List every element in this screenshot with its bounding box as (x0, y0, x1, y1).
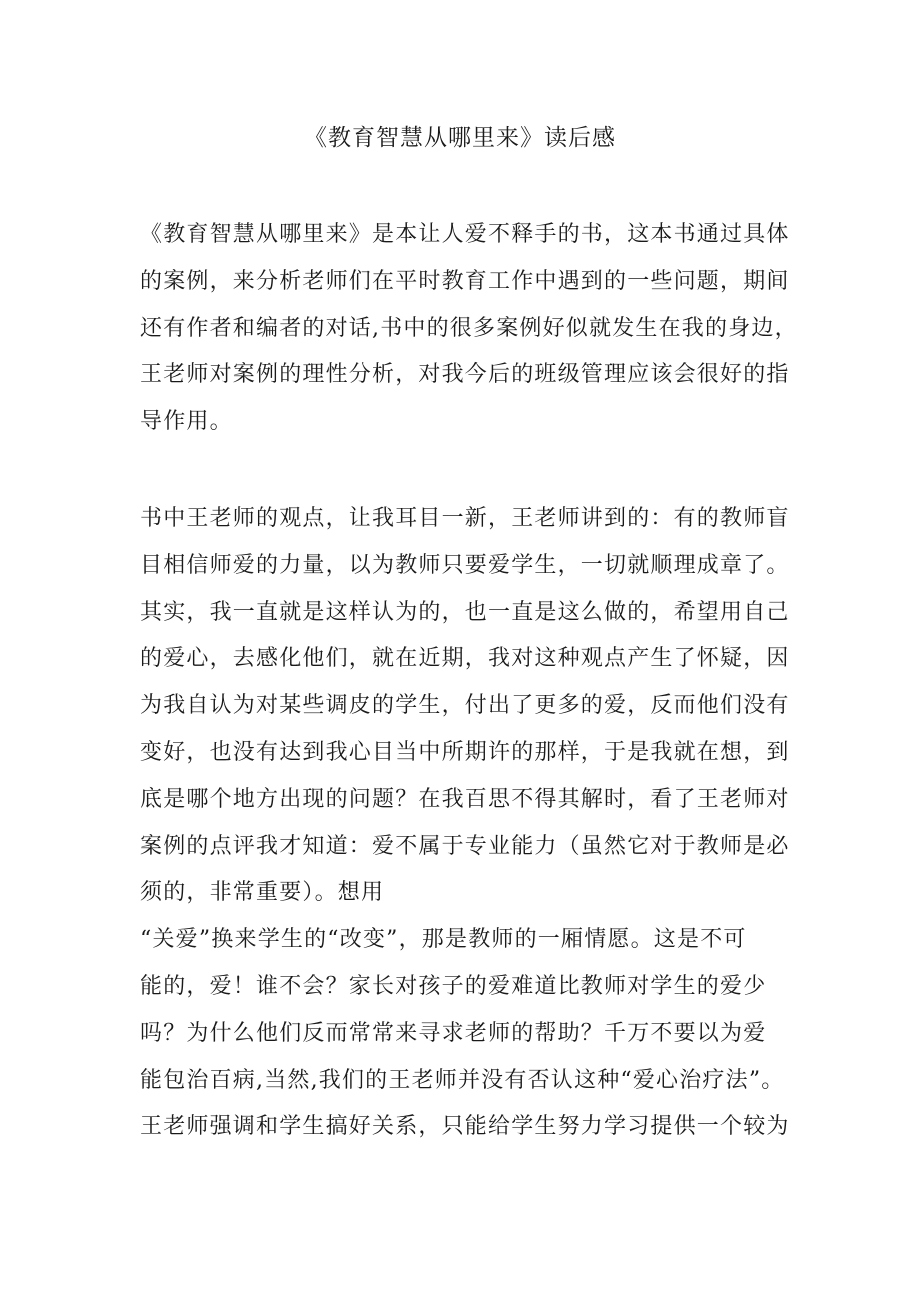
paragraph-line: 变好，也没有达到我心目当中所期许的那样，于是我就在想，到 (140, 739, 790, 765)
paragraph-line: 案例的点评我才知道：爱不属于专业能力（虽然它对于教师是必 (140, 833, 790, 859)
paragraph-line: 能的，爱！谁不会？家长对孩子的爱难道比教师对学生的爱少 (140, 973, 767, 999)
paragraph-2 (140, 496, 800, 1151)
paragraph-line: 须的，非常重要）。想用 (140, 880, 385, 906)
paragraph-1 (140, 212, 800, 446)
document-title: 《教育智慧从哪里来》读后感 (304, 125, 616, 151)
paragraph-line: 王老师强调和学生搞好关系，只能给学生努力学习提供一个较为 (140, 1114, 790, 1140)
paragraph-line: 的案例，来分析老师们在平时教育工作中遇到的一些问题，期间 (140, 268, 790, 294)
paragraph-line: 导作用。 (140, 409, 233, 435)
paragraph-line: 其实，我一直就是这样认为的，也一直是这么做的，希望用自己 (140, 599, 790, 625)
paragraph-line: “关爱”换来学生的“改变”，那是教师的一厢情愿。这是不可 (140, 927, 747, 953)
paragraph-line: 能包治百病,当然,我们的王老师并没有否认这种“爱心治疗法”。 (140, 1067, 785, 1093)
paragraph-line: 目相信师爱的力量，以为教师只要爱学生，一切就顺理成章了。 (140, 552, 790, 578)
paragraph-line: 书中王老师的观点，让我耳目一新，王老师讲到的：有的教师盲 (140, 506, 790, 531)
paragraph-line: 吗？为什么他们反而常常来寻求老师的帮助？千万不要以为爱 (140, 1020, 767, 1046)
paragraph-line: 还有作者和编者的对话,书中的很多案例好似就发生在我的身边， (140, 315, 798, 341)
paragraph-line: 王老师对案例的理性分析，对我今后的班级管理应该会很好的指 (140, 362, 790, 388)
paragraph-line: 的爱心，去感化他们，就在近期，我对这种观点产生了怀疑，因 (140, 646, 790, 672)
paragraph-line: 为我自认为对某些调皮的学生，付出了更多的爱，反而他们没有 (140, 693, 790, 719)
paragraph-line: 《教育智慧从哪里来》是本让人爱不释手的书，这本书通过具体 (140, 222, 790, 247)
paragraph-line: 底是哪个地方出现的问题？在我百思不得其解时，看了王老师对 (140, 786, 790, 812)
